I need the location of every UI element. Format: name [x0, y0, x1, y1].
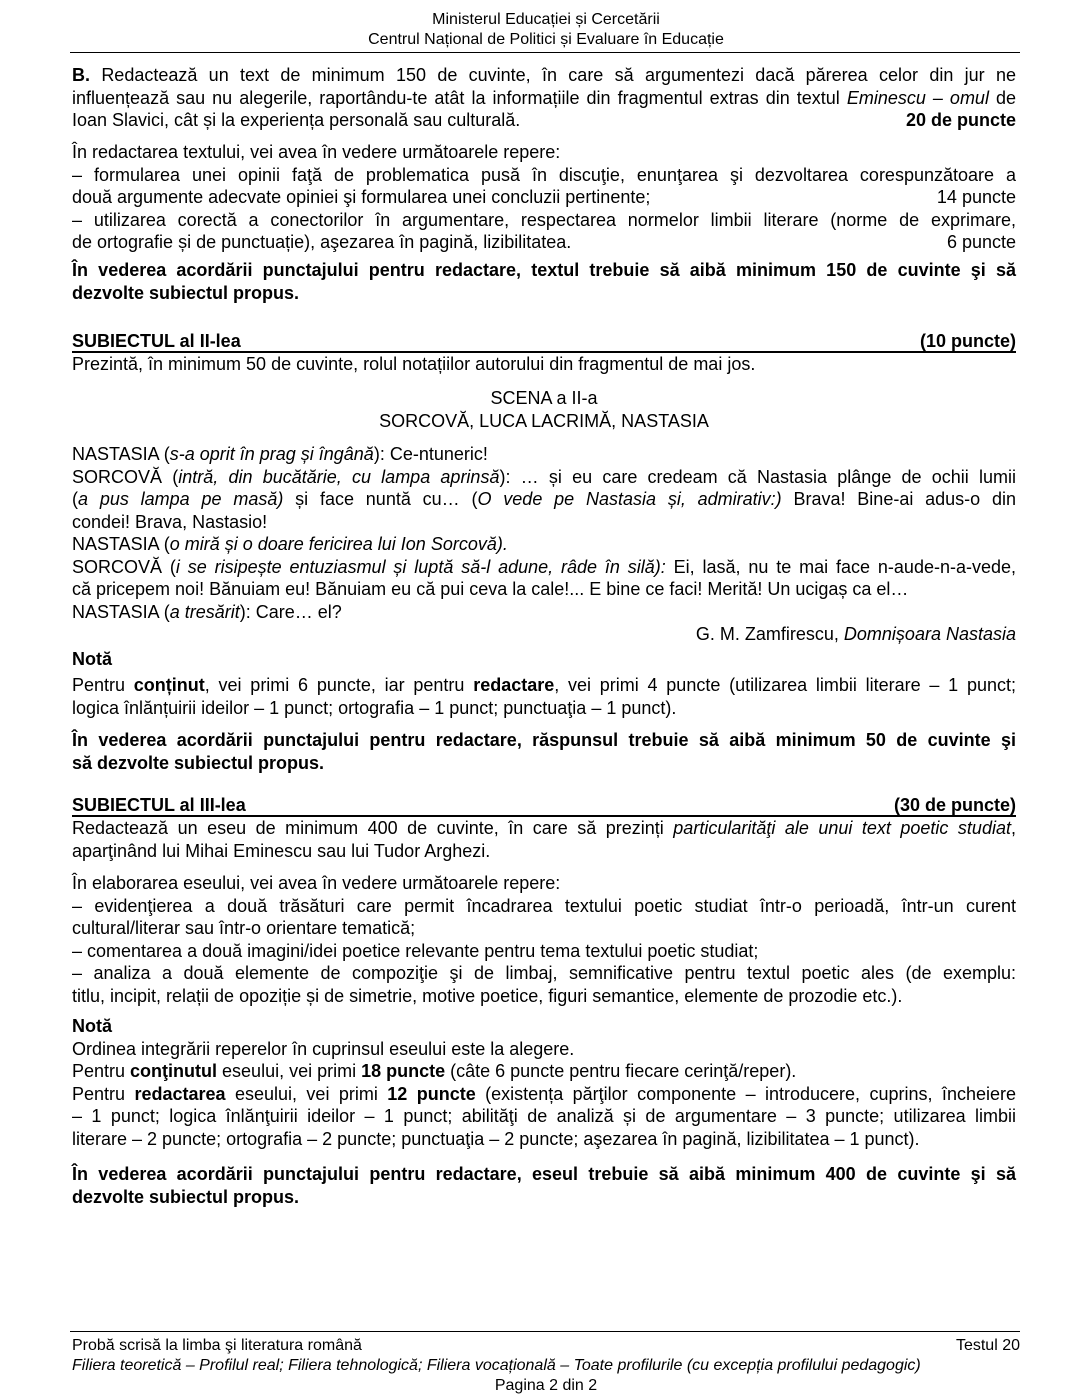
subject-2-title: SUBIECTUL al II-lea — [72, 331, 241, 351]
source-citation: G. M. Zamfirescu, Domnișoara Nastasia — [695, 624, 1016, 644]
subject-3-task-line2: aparţinând lui Mihai Eminescu sau lui Tudor Arghezi. — [72, 840, 491, 861]
scene-title: SCENA a II-a — [490, 388, 598, 408]
reper-2-line1: – utilizarea corectă a conectorilor în argumentare, respectarea normelor limbii literare (norme de exprimare, — [72, 209, 1016, 230]
dialogue — [72, 443, 1016, 646]
subject-2-points: (10 puncte) — [919, 331, 1016, 351]
subject-3-repere: În elaborarea eseului, vei avea în vedere următoarele repere: – evidenţierea a două trăsături care permit încadrarea textului poetic studiat într-o perioadă, într-un curent cultural/literar sau într-o orientare tematică; – comentarea a două imagini/idei poetice relevante pentru tema textului poetic studiat; – analiza a două elemente de compoziţie şi de limbaj, semnificative pentru textul poetic ales (de exemplu: titlu, incipit, relații de opoziție și de simetrie, motive poetice, figuri semantice, elemente de prozodie etc.). — [72, 873, 1016, 1006]
reper-1-points: 14 puncte — [936, 187, 1016, 207]
footer-page-number: Pagina 2 din 2 — [494, 1377, 598, 1394]
part-b-points: 20 de puncte — [905, 110, 1016, 130]
scene-characters: SORCOVĂ, LUCA LACRIMĂ, NASTASIA — [379, 410, 709, 431]
repere-intro: În redactarea textului, vei avea în vedere următoarele repere: — [72, 142, 561, 162]
scene-header — [72, 387, 1016, 432]
dialogue-line-2b: (a pus lampa pe masă) și face nuntă cu… (O vede pe Nastasia și, admirativ:) Brava! Bine-ai adus-o din — [72, 489, 1017, 509]
dialogue-line-2c: condei! Brava, Nastasio! — [72, 511, 268, 532]
footer-exam: Probă scrisă la limba şi literatura română — [72, 1337, 362, 1354]
work-title: Eminescu – omul — [846, 87, 989, 108]
subject-3-note: Notă Ordinea integrării reperelor în cuprinsul eseului este la alegere. Pentru conţinutul eseului, vei primi 18 puncte (câte 6 puncte pentru fiecare cerinţă/reper). Pentru redactarea eseului, vei primi 12 puncte (existența părţilor componente – introducere, cuprins, încheiere – 1 punct; logica înlănţuirii ideilor – 1 punct; abilităţi de analiză și de argumentare – 3 puncte; utilizarea limbii literare – 2 puncte; ortografia – 2 puncte; punctuaţia – 2 puncte; aşezarea în pagină, lizibilitatea – 1 punct). — [72, 1016, 1016, 1149]
reper-2-points: 6 puncte — [946, 232, 1016, 252]
subject-2 — [72, 331, 1016, 376]
subject-3-requirement: În vederea acordării punctajului pentru redactare, eseul trebuie să aibă minimum 400 de cuvinte şi să dezvolte subiectul propus. — [72, 1164, 1016, 1207]
subject-2-requirement: În vederea acordării punctajului pentru redactare, răspunsul trebuie să aibă minimum 50 de cuvinte şi să dezvolte subiectul propus. — [72, 730, 1016, 773]
subject-2-task: Prezintă, în minimum 50 de cuvinte, rolul notațiilor autorului din fragmentul de mai jos. — [72, 354, 756, 374]
dialogue-line-2: SORCOVĂ (intră, din bucătărie, cu lampa aprinsă): … și eu care credeam că Nastasia plânge de ochii lumii — [72, 466, 1017, 487]
subject-2-note — [72, 648, 1016, 671]
header-divider — [70, 52, 1020, 53]
page-footer — [72, 1336, 1020, 1396]
reper-1-line2: două argumente adecvate opiniei şi formularea unei concluzii pertinente; 14 puncte — [72, 187, 1016, 207]
part-b-line1: B. Redactează un text de minimum 150 de cuvinte, în care să argumentezi dacă părerea celor din jur ne — [72, 65, 1016, 85]
subject-3-title: SUBIECTUL al III-lea — [72, 795, 246, 815]
footer-profiles: Filiera teoretică – Profilul real; Filiera tehnologică; Filiera vocațională – Toate profilurile (cu excepția profilului pedagogic) — [72, 1357, 921, 1374]
part-b-label: B. — [72, 65, 90, 85]
subject-3-task-line1: Redactează un eseu de minimum 400 de cuvinte, în care să prezinți particularităţi ale unui text poetic studiat, — [72, 818, 1016, 838]
subject-2-heading — [72, 331, 1016, 353]
footer-test-number: Testul 20 — [955, 1337, 1020, 1354]
reper-2-line2: de ortografie și de punctuație), aşezarea în pagină, lizibilitatea. 6 puncte — [72, 232, 1016, 252]
part-b — [72, 64, 1016, 132]
note-label: Notă — [72, 649, 112, 669]
part-b-line3: Ioan Slavici, cât și la experiența personală sau culturală. 20 de puncte — [72, 110, 1016, 130]
page-header — [72, 10, 1020, 50]
part-b-line2: influențează sau nu alegerile, raportându-te atât la informațiile din fragmentul extras din textul Eminescu – omul de — [72, 87, 1017, 108]
dialogue-line-4: SORCOVĂ (i se risipește entuziasmul și luptă să-l adune, râde în silă): Ei, lasă, nu te mai face n-aude-n-a-vede, — [72, 556, 1016, 577]
dialogue-line-3: NASTASIA (o miră și o doare fericirea lui Ion Sorcovă). — [72, 534, 508, 554]
subject-3-points: (30 de puncte) — [893, 795, 1016, 815]
part-b-requirement: În vederea acordării punctajului pentru redactare, textul trebuie să aibă minimum 150 de cuvinte şi să dezvolte subiectul propus. — [72, 260, 1016, 303]
dialogue-line-5: NASTASIA (a tresărit): Care… el? — [72, 601, 342, 622]
subject-2-note-body: Pentru conținut, vei primi 6 puncte, iar pentru redactare, vei primi 4 puncte (utilizarea limbii literare – 1 punct; logica înlănțuirii ideilor – 1 punct; ortografia – 1 punct; punctuaţia – 1 punct). — [72, 675, 1016, 718]
dialogue-line-4b: că pricepem noi! Bănuiam eu! Bănuiam eu că pui ceva la cale!... E bine ce faci! Merită! Un ucigaș ca el… — [72, 579, 909, 599]
part-b-repere — [72, 141, 1016, 254]
subject-3-heading — [72, 795, 1016, 817]
subject-3 — [72, 795, 1016, 862]
dialogue-line-1: NASTASIA (s-a oprit în prag și îngână): Ce-ntuneric! — [72, 444, 488, 464]
header-ministry: Ministerul Educației și Cercetării — [432, 11, 660, 28]
header-center: Centrul Național de Politici și Evaluare în Educație — [368, 31, 724, 48]
footer-divider — [70, 1331, 1020, 1332]
reper-1-line1: – formularea unei opinii faţă de problematica pusă în discuţie, enunţarea şi dezvoltarea corespunzătoare a — [72, 164, 1016, 185]
